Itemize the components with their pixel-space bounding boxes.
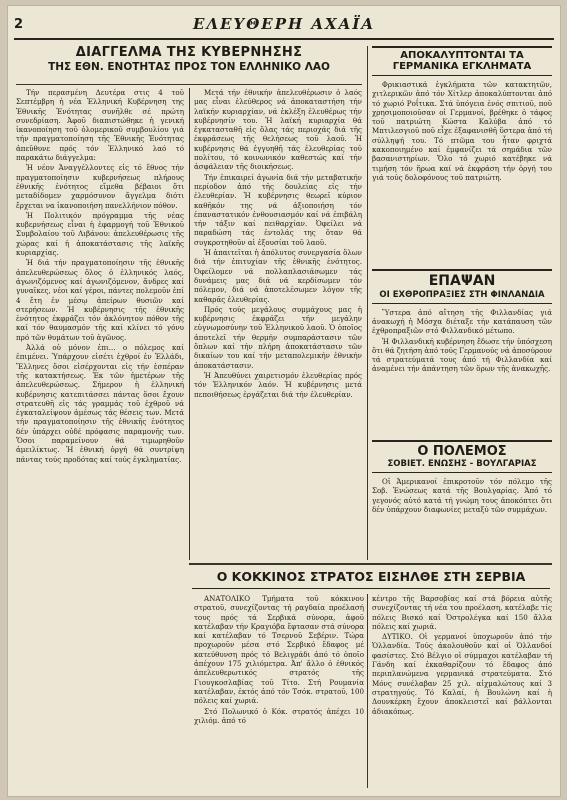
article-5-column-2 (372, 594, 552, 790)
article-1-headline: ΔΙΑΓΓΕΛΜΑ ΤΗΣ ΚΥΒΕΡΝΗΣΗΣ (75, 46, 303, 60)
paragraph: Ἡ νέον Ἀναγγέλλοντες εἰς τό ἔθνος τήν πραγματοποίησιν κυβερνήσεως πλήρους ἐθνικῆς ἑνότητος εἴμεθα βέβαιοι ὅτι μεταδίδομεν χαρμόσυνον ἄγγελμα διότι ἔρχεται να ἱκανοποιήση πανελλήνιον πόθον. (16, 163, 184, 210)
paragraph: Ἡ ἀπαιτεῖται ἡ ἀπόλυτος συνεργασία ὅλων διά τήν ἐπιτυχίαν τῆς ἐθνικῆς ἑνότητος. Ὀφείλομεν νά πολλαπλασιάσωμεν τάς δυνάμεις μας διά νά κερδίσωμεν τόν πόλεμον, διά νά ἀποτελέσωμεν λόγον τῆς καθαρᾶς ἐλευθερίας. (194, 248, 362, 304)
article-5-header (192, 567, 550, 589)
masthead (14, 10, 554, 40)
article-1-column-2 (194, 88, 362, 553)
article-2-headline: ΑΠΟΚΑΛΥΠΤΟΝΤΑΙ ΤΑ ΓΕΡΜΑΝΙΚΑ ΕΓΚΛΗΜΑΤΑ (372, 46, 552, 76)
article-1-subheadline: ΤΗΣ ΕΘΝ. ΕΝΟΤΗΤΑΣ ΠΡΟΣ ΤΟΝ ΕΛΛΗΝΙΚΟ ΛΑΟ (48, 60, 330, 73)
article-4-body (372, 477, 552, 539)
paragraph: Ἡ διά τήν πραγματοποίησιν τῆς ἐθνικῆς ἀπελευθερώσεως ὅλος ὁ ἑλληνικός λαός, ἀγωνιζόμενος καί ἀγωνιζόμενον, ἄνδρες καί γυναῖκες, νέοι καί γέροι, πάντες πολεμοῦν ἐπί 4 ἔτη ἐν μέσῳ ἀπείρων θυσιῶν καί στερήσεων. Ἡ κυβέρνησις τῆς ἐθνικῆς ἑνότητος ἐκφράζει τόν ἀκλόνητον πόθον τῆς καί τόν θαυμασμόν τῆς καί κλίνει τό γόνυ πρό τῶν θυμάτων τοῦ ἀγῶνος. (16, 258, 184, 342)
paragraph: ΔΥΤΙΚΟ. Οἱ γερμανοί ὑποχωροῦν ἀπό τήν Ὁλλανδία. Τούς ἀκολουθοῦν καί οἱ Ὁλλανδοί φασίστες. Στό Βέλγιο οἱ σύμμαχοι κατέλαβαν τή Γάνδη καί ἐκκαθαρίζουν τό ἔδαφος ἀπό περιπλανώμενα γερμανικά στρατεύματα. Στό Μόνς συνέλαβαν 25 χιλ. αἰχμαλώτους καί 3 στρατηγούς. Τό Καλαί, ἡ Βουλώνη καί ἡ Δουνκέρκη ἔχουν ἀποκλειστεῖ καί βάλλονται ἀδιακόπως. (372, 632, 552, 716)
paragraph: Ὕστερα ἀπό αἴτηση τῆς Φιλλανδίας γιά ἀνακωχή ἡ Μόσχα διέταξε τήν κατάπαυση τῶν ἐχθροπραξιῶν στό Φιλλανδικό μέτωπο. (372, 307, 552, 336)
article-3-subheadline: ΟΙ ΕΧΘΡΟΠΡΑΞΙΕΣ ΣΤΗ ΦΙΝΛΑΝΔΙΑ (372, 291, 552, 304)
article-4 (372, 440, 552, 540)
page-number: 2 (14, 16, 24, 32)
paragraph: Οἱ Ἀμερικανοί ἐπικροτοῦν τόν πόλεμο τῆς Σοβ. Ἑνώσεως κατά τῆς Βουλγαρίας. Ἀπό τό γεγονός αὐτό κατά τή γνώμη τους ἀποκόπτει ὅτι δέν ὑπάρχουν διαφωνίες μεταξύ τῶν συμμάχων. (372, 477, 552, 515)
paragraph: Πρός τούς μεγάλους συμμάχους μας ἡ κυβέρνησις ἐκφράζει τήν μεγάλην εὐγνωμοσύνην τοῦ Ἑλληνικοῦ λαοῦ. Ὁ ὁποῖος ἀποτελεῖ τήν θερμήν συμπαράστασιν τῶν ὅπλων καί τήν πλήρη ἀποκατάστασιν τῶν δικαίων του καί τήν μεταπολεμικήν ἐθνικήν ἀποκατάστασιν. (194, 304, 362, 370)
paragraph: Ἀλλά οὐ μόνον ἐπι... ο πόλεμος καί ἐπιμένει. Ὑπάρχουν εἰσέτι ἐχθροί ἐν Ἑλλάδι, Ἕλληνες ὅσοι εἰσέρχονται εἰς τήν ἑσπέραν τῆς κατακτήσεως. Ἐκ τῶν ἡμετέρων τῆς ἀπελευθερώσεως. Σήμερον ἡ ἑλληνική κυβέρνησις κατεπιτάσσει πάντας ὅσοι ἔχουν στρατευθῆ εἰς τάς γραμμάς τοῦ ἐχθροῦ νά ἐγκαταλείψουν ἀμέσως τάς θέσεις των. Μετά τήν πραγματοποίησιν τῆς ἐθνικῆς ἑνότητος δέν ὑπάρχει οὐδέ πρόφασις παραμονῆς των. Ὅσοι παραμείνουν θά τιμωρηθοῦν ἀμειλίκτως. Ἡ ἐθνική ὀργή θά συντρίψη πάντας τούς προδότας καί τούς ἐγκληματίας. (16, 343, 184, 464)
article-1-header (16, 46, 362, 82)
paper-name: ΕΛΕΥΘΕΡΗ ΑΧΑΪΑ (193, 15, 375, 33)
paragraph: Στό Πολωνικό ὁ Κόκ. στρατός ἀπέχει 10 χιλιόμ. ἀπό τό (194, 706, 364, 725)
right-column (372, 46, 552, 560)
article-4-subheadline: ΣΟΒΙΕΤ. ΕΝΩΣΗΣ - ΒΟΥΛΓΑΡΙΑΣ (372, 460, 552, 473)
article-5-headline: Ο ΚΟΚΚΙΝΟΣ ΣΤΡΑΤΟΣ ΕΙΣΗΛΘΕ ΣΤΗ ΣΕΡΒΙΑ (216, 569, 526, 584)
article-3 (372, 269, 552, 436)
article-2-body (372, 80, 552, 265)
newspaper-page (8, 6, 560, 796)
paragraph: Ἡ Ἀπευθύνει χαιρετισμόν ἐλευθερίας πρός τόν Ἑλληνικόν λαόν. Ἡ κυβέρνησις μετά πεποιθήσεως ἐργάζεται διά τήν ἐλευθερίαν. (194, 370, 362, 399)
paragraph: Φρικιαστικά ἐγκλήματα τῶν κατακτητῶν, χιτλερικῶν ἀπό τόν Χίτλερ ἀποκαλύπτονται ἀπό τό χωριό Ροΐτικα. Στά ὑπόγεια ἑνός σπιτιοῦ, ποῦ χρησιμοποιοῦσαν οἱ Γερμανοί, βρέθηκε ὁ τάφος τοῦ πατριώτη Κώστα Καλύβα ἀπό τό Μπτιλεσγιοῦ ποῦ εἶχε ἐξαφανισθῆ ὕστερα ἀπό τή σύλληψή του. Τό πτῶμα του ἦταν φριχτά κακοποιημένο καί ἐμφανίζει τά σημάδια τῶν βασανιστηρίων. Ὅλο τό χωριό κατέβηκε νά τιμήση τόν ἥρωα καί νά ἐκφράση τήν ὀργή του γιά τούς δολοφόνους τοῦ πατριώτη. (372, 80, 552, 182)
paragraph: Μετά τήν ἐθνικήν ἀπελευθέρωσιν ὁ λαός μας εἶναι ἐλεύθερος νά ἀποκαταστήση τήν λαϊκήν κυριαρχίαν, νά ἐκλέξη ἐλευθέρως τήν κυβέρνησίν του. Ἡ λαϊκή κυριαρχία θά ἐγκατασταθῆ εἰς ὅλας τάς περιοχάς διά τῆς ἐκφράσεως τῆς θελήσεως τοῦ λαοῦ. Ἡ κυβέρνησις θά ἐγγυηθῆ τάς ἐλευθερίας τοῦ πολίτου, τό κοινωνικόν καθεστώς καί τήν ἀσφάλειαν τῆς διοικήσεως. (194, 88, 362, 172)
paragraph: Τήν περασμένη Δευτέρα στις 4 τοῦ Σεπτέμβρη ἡ νέα Ἑλληνική Κυβέρνηση της Ἐθνικῆς Ἑνότητας συνῆλθε σέ πρώτη συνεδρίαση. Ἀφοῦ διαπιστώθηκε ἡ γενική ἱκανοποίηση τοῦ ὁλομερικοῦ συμβουλίου γιά τήν πραγματοποίηση τῆς Ἐθνικῆς Ἑνότητας ἀπεῦθυνε πρός τόν Ἑλληνικό λαό τό παρακάτω διάγγελμα: (16, 88, 184, 163)
article-1-column-1 (16, 88, 184, 563)
article-5-column-1 (194, 594, 364, 790)
paragraph: ΑΝΑΤΟΛΙΚΟ Τμήματα τοῦ κόκκινου στρατοῦ, συνεχίζοντας τή ραγδαία προέλασή τους πρός τά Σερβικά σύνορα, ἀφοῦ κατέλαβαν τήν Κραγιόβα ἔφτασαν στά σύνορα καί κατέλαβαν τό Τσερνοῦ Σεβέριν. Τώρα προχωροῦν μέσα στό Σερβικό ἔδαφος μέ κατεύθυνση πρός τό Βελιγράδι ἀπό τό ὁποῖο ἀπέχουν 175 χιλιόμετρα. Ἀπ' ἄλλο ὁ ἐθνικός ἀπελευθερωτικός στρατός τῆς Γιουγκοσλαβίας τοῦ Τίτο. Στή Ρουμανία κατέλαβαν, ἐκτός ἀπό τόν Τσόκ. στρατοῦ, 100 πόλεις καί χωριά. (194, 594, 364, 706)
paragraph: κέντρο τῆς Βαρσοβίας καί στά βόρεια αὐτῆς συνεχίζοντας τή νέα του προέλαση, κατέλαβε τίς πόλεις Βισκό καί Ὀστρολέγκα καί 150 ἄλλα πόλεις καί χωριά. (372, 594, 552, 631)
article-3-body (372, 308, 552, 436)
paragraph: Ἡ Πολιτικόν πρόγραμμα τῆς νέας κυβερνήσεως εἶναι ἡ ἐφαρμογή τοῦ Ἐθνικοῦ Συμβολαίου τοῦ Λιβάνου: ἀπελευθέρωσις τῆς χώρας καί ἡ ἀποκατάστασις τῆς λαϊκῆς κυριαρχίας. (16, 210, 184, 258)
paragraph: Τήν ἐπικαιρεί ἀγωνία διά τήν μεταβατικήν περίοδον ἀπό τῆς δουλείας εἰς τήν ἐλευθερίαν. Ἡ κυβέρνησις θεωρεῖ κύριον καθῆκόν της νά ἀξιοποιήση τόν ἐπαναστατικόν ἐνθουσιασμόν καί νά ἐπιβάλη τήν τάξιν καί πειθαρχίαν. Ὀφείλει νά παραδώση τάς ἐντολάς της ὅταν θά συγκροτηθοῦν αἱ ἐξουσίαι τοῦ λαοῦ. (194, 172, 362, 247)
paragraph: Ἡ Φιλλανδική κυβέρνηση ἔδωσε τήν ὑπόσχεση ὅτι θά ζητήση ἀπό τούς Γερμανούς νά ἀποσύρουν τά στρατεύματά τους ἀπό τή Φιλλανδία καί ἀναμένει τήν ἀπάντηση τῶν ὅρων τῆς ἀνακωχῆς. (372, 336, 552, 374)
article-4-headline: Ο ΠΟΛΕΜΟΣ (417, 443, 507, 459)
article-3-headline: ΕΠΑΨΑΝ (428, 273, 496, 289)
